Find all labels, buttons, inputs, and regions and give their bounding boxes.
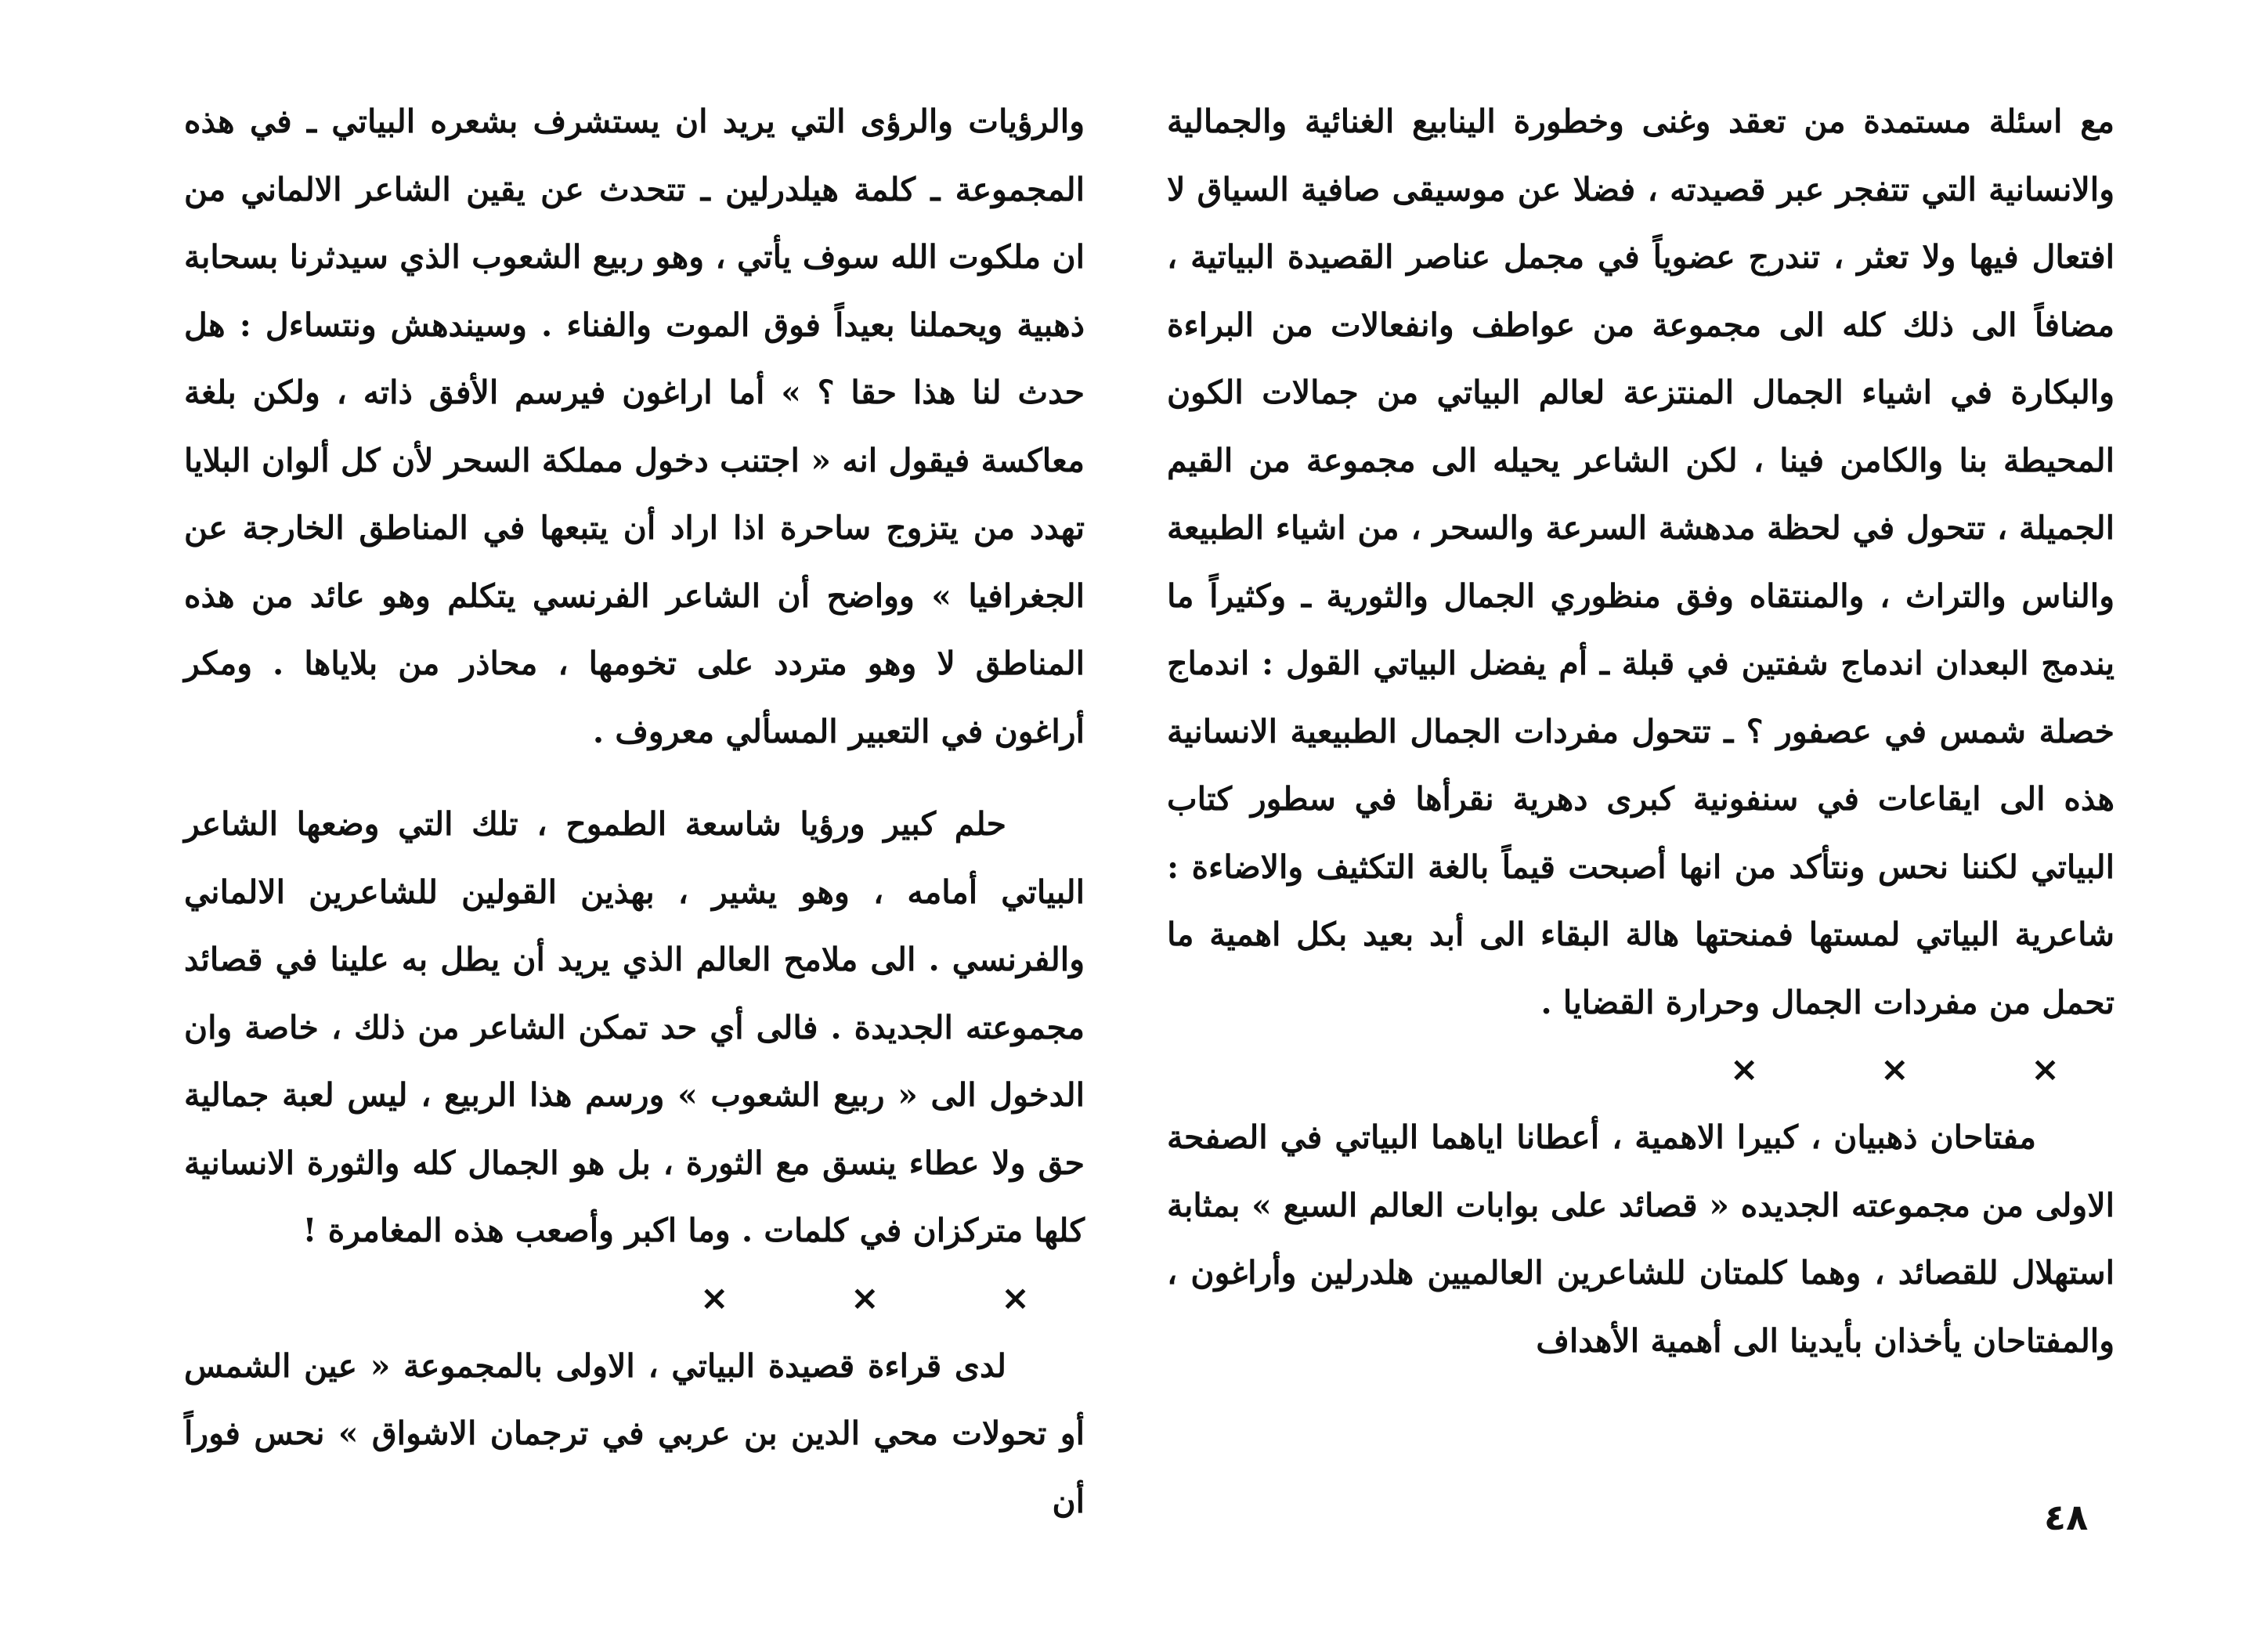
section-separator-right: × × × (1729, 1050, 2115, 1089)
left-paragraph-1: والرؤيات والرؤى التي يريد ان يستشرف بشعره البياتي ـ في هذه المجموعة ـ كلمة هيلدرلين ـ تتحدث عن يقين الشاعر الالماني من ان ملكوت الله سوف يأتي ، وهو ربيع الشعوب الذي سيدثرنا بسحابة ذهبية ويحملنا بعيداً فوق الموت والفناء . وسيندهش ونتساءل : هل حدث لنا هذا حقا ؟ » أما اراغون فيرسم الأفق ذاته ، ولكن بلغة معاكسة فيقول انه « اجتنب دخول مملكة السحر لأن كل ألوان البلايا تهدد من يتزوج ساحرة اذا اراد أن يتبعها في المناطق الخارجة عن الجغرافيا » وواضح أن الشاعر الفرنسي يتكلم وهو عائد من هذه المناطق لا وهو متردد على تخومها ، محاذر من بلاياها . ومكر أراغون في التعبير المسألي معروف . (184, 103, 1085, 750)
left-paragraph-2: حلم كبير ورؤيا شاسعة الطموح ، تلك التي وضعها الشاعر البياتي أمامه ، وهو يشير ، بهذين القولين للشاعرين الالماني والفرنسي . الى ملامح العالم الذي يريد أن يطل به علينا في قصائد مجموعته الجديدة . فالى أي حد تمكن الشاعر من ذلك ، خاصة وان الدخول الى « ربيع الشعوب » ورسم هذا الربيع ، ليس لعبة جمالية حق ولا عطاء ينسق مع الثورة ، بل هو الجمال كله والثورة الانسانية كلها متركزان في كلمات . وما اكبر وأصعب هذه المغامرة ! (184, 805, 1085, 1249)
page-number: ٤٨ (2044, 1496, 2089, 1538)
right-paragraph-2: مفتاحان ذهبيان ، كبيرا الاهمية ، أعطانا اياهما البياتي في الصفحة الاولى من مجموعته الجديده « قصائد على بوابات العالم السبع » بمثابة استهلال للقصائد ، وهما كلمتان للشاعرين العالميين هلدرلين وأراغون ، والمفتاحان يأخذان بأيدينا الى أهمية الأهداف (1167, 1118, 2115, 1360)
paragraph-gap (184, 765, 1085, 790)
left-paragraph-3: لدى قراءة قصيدة البياتي ، الاولى بالمجموعة « عين الشمس أو تحولات محي الدين بن عربي في ترجمان الاشواق » نحس فوراً أن (184, 1346, 1085, 1520)
section-separator-left: × × × (699, 1277, 1085, 1318)
right-text-column (1167, 88, 2115, 1375)
left-text-column (184, 88, 1085, 1535)
right-paragraph-1: مع اسئلة مستمدة من تعقد وغنى وخطورة الينابيع الغنائية والجمالية والانسانية التي تتفجر عبر قصيدته ، فضلا عن موسيقى صافية السياق لا افتعال فيها ولا تعثر ، تندرج عضوياً في مجمل عناصر القصيدة البياتية ، مضافاً الى ذلك كله الى مجموعة من عواطف وانفعالات من البراءة والبكارة في اشياء الجمال المنتزعة لعالم البياتي من جمالات الكون المحيطة بنا والكامن فينا ، لكن الشاعر يحيله الى مجموعة من القيم الجميلة ، تتحول في لحظة مدهشة السرعة والسحر ، من اشياء الطبيعة والناس والتراث ، والمنتقاه وفق منظوري الجمال والثورية ـ وكثيراً ما يندمج البعدان اندماج شفتين في قبلة ـ أم يفضل البياتي القول : اندماج خصلة شمس في عصفور ؟ ـ تتحول مفردات الجمال الطبيعية الانسانية هذه الى ايقاعات في سنفونية كبرى دهرية نقرأها في سطور كتاب البياتي لكننا نحس ونتأكد من انها أصبحت قيماً بالغة التكثيف والاضاءة : شاعرية البياتي لمستها فمنحتها هالة البقاء الى أبد بعيد بكل اهمية ما تحمل من مفردات الجمال وحرارة القضايا . (1167, 103, 2115, 1021)
